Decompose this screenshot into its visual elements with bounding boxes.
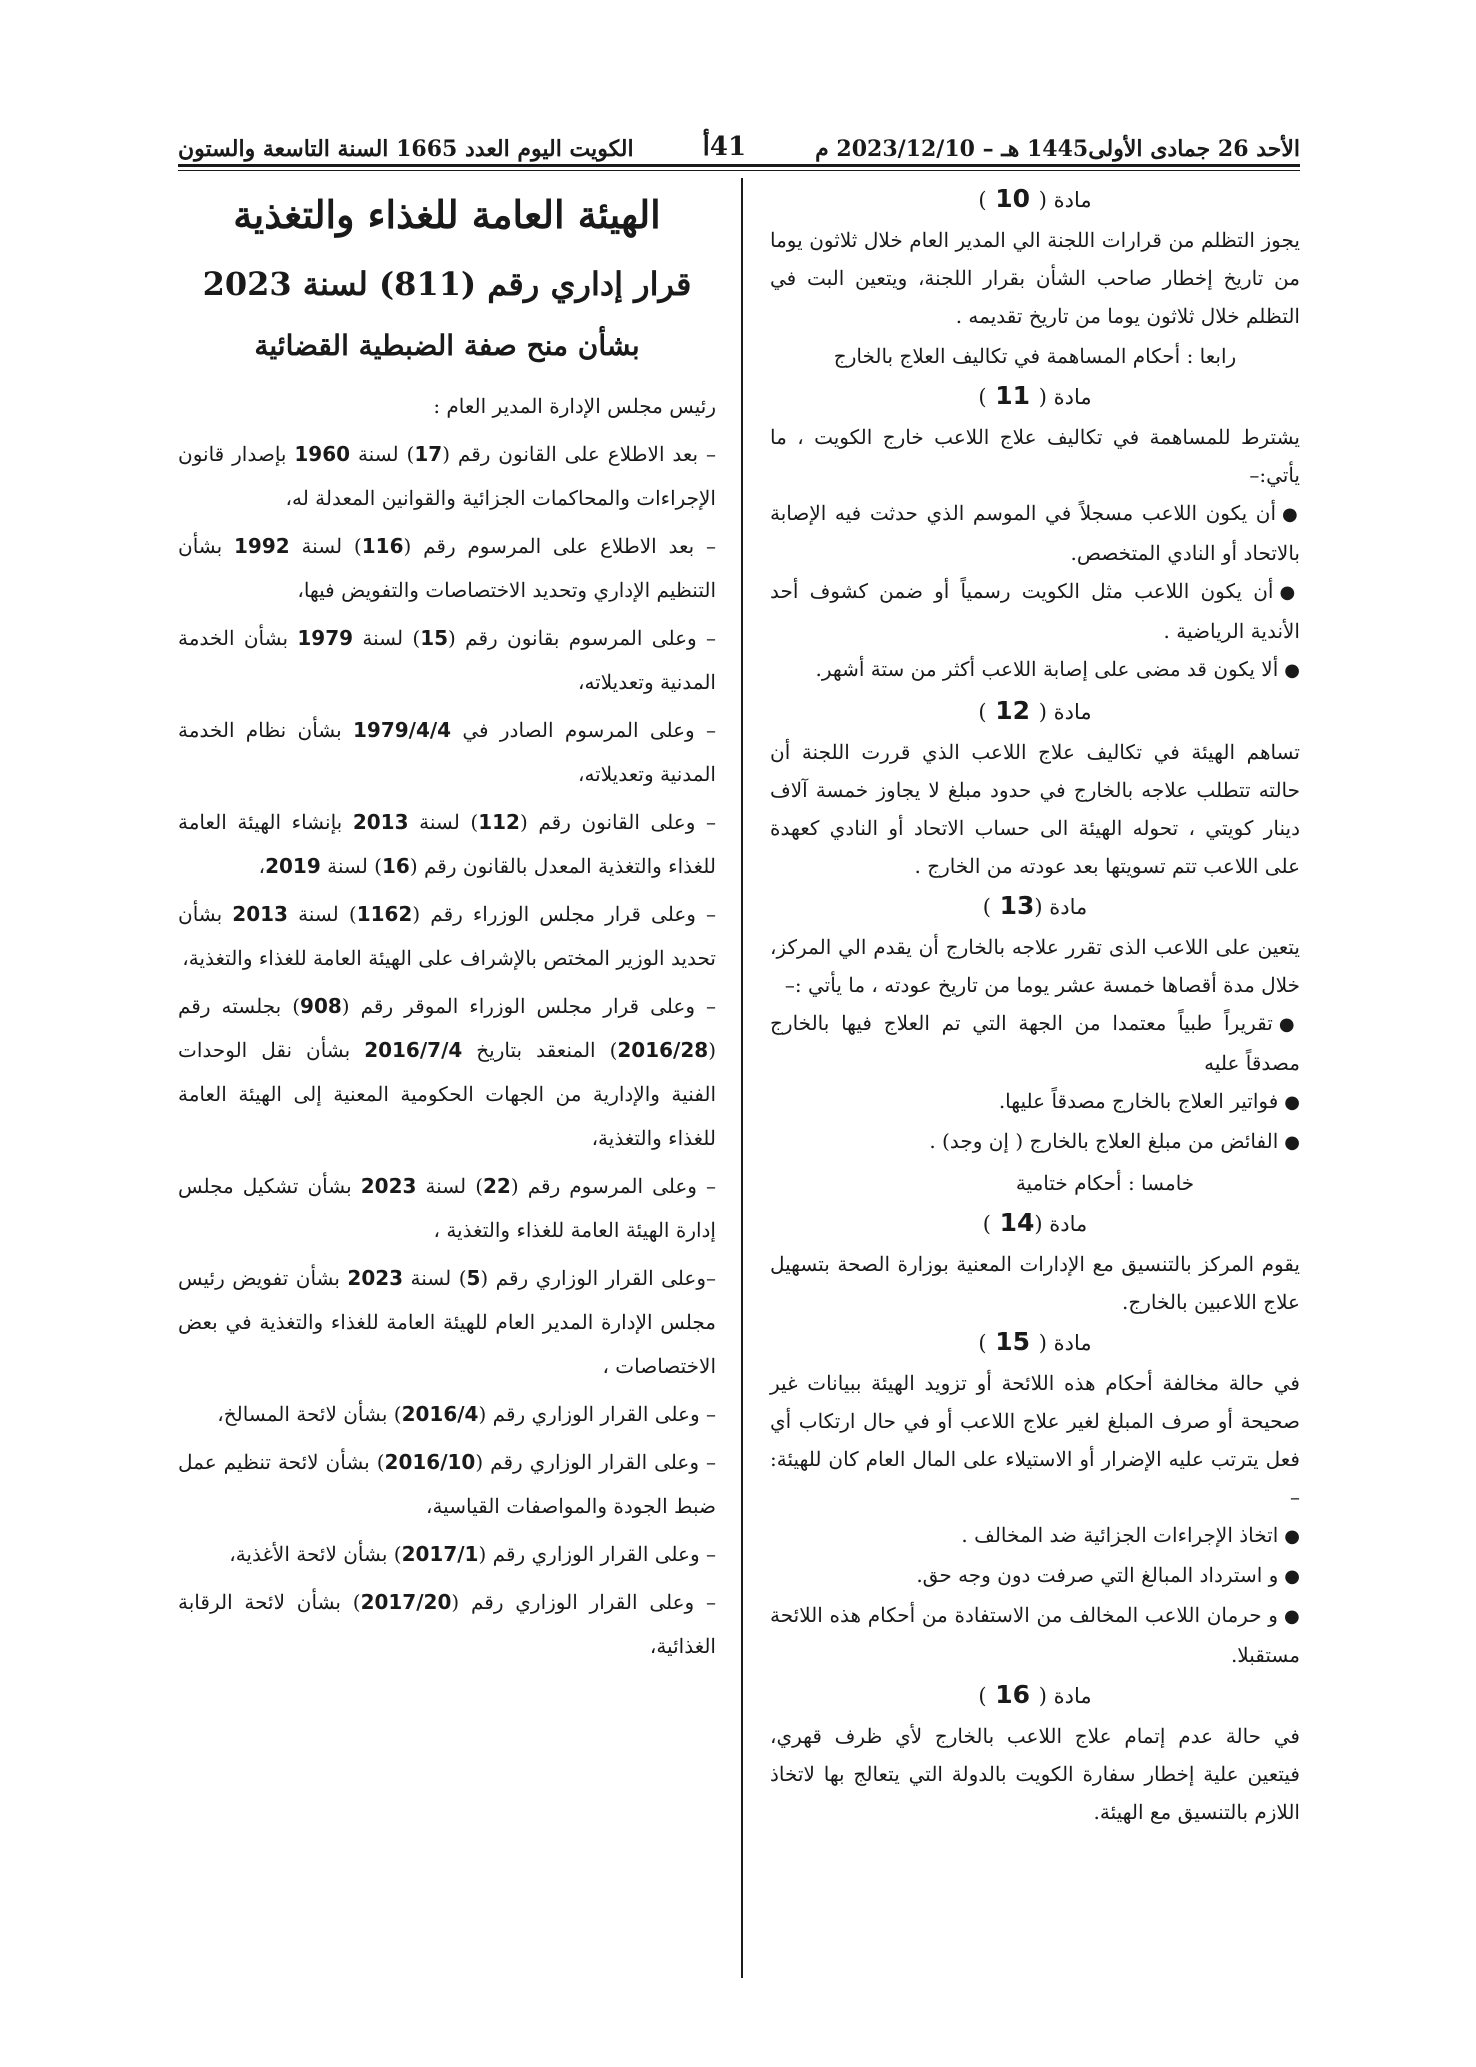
bullet-icon: ● xyxy=(1284,1566,1300,1587)
article-heading: مادة ( 10 ) xyxy=(978,184,1092,213)
article-paragraph: يتعين على اللاعب الذى تقرر علاجه بالخارج أن يقدم الي المركز، خلال مدة أقصاها خمسة عشر يوما من تاريخ عودته ، ما يأتي :– xyxy=(770,935,1300,997)
left-column xyxy=(178,186,716,1672)
article-heading: مادة ( 16 ) xyxy=(978,1680,1092,1709)
preamble-paragraph: – وعلى القرار الوزاري رقم (2016/10) بشأن لائحة تنظيم عمل ضبط الجودة والمواصفات القياسية، xyxy=(178,1450,716,1518)
article-paragraph: يشترط للمساهمة في تكاليف علاج اللاعب خارج الكويت ، ما يأتي:– xyxy=(770,425,1300,487)
list-item xyxy=(770,1556,1300,1596)
preamble-paragraph: –وعلى القرار الوزاري رقم (5) لسنة 2023 بشأن تفويض رئيس مجلس الإدارة المدير العام للهيئة العامة للغذاء والتغذية في بعض الاختصاصات ، xyxy=(178,1266,716,1378)
article-paragraph: في حالة عدم إتمام علاج اللاعب بالخارج لأي ظرف قهري، فيتعين علية إخطار سفارة الكويت بالدولة التي يتعالج بها لاتخاذ اللازم بالتنسيق مع الهيئة. xyxy=(770,1724,1300,1824)
article-paragraph: في حالة مخالفة أحكام هذه اللائحة أو تزويد الهيئة ببيانات غير صحيحة أو صرف المبلغ لغير علاج اللاعب أو في حال ارتكاب أي فعل يترتب عليه الإضرار أو الاستيلاء على المال العام كان للهيئة: – xyxy=(770,1371,1300,1509)
section-heading: خامسا : أحكام ختامية xyxy=(1015,1171,1195,1195)
preamble-paragraph: – وعلى القرار الوزاري رقم (2017/1) بشأن لائحة الأغذية، xyxy=(229,1542,716,1566)
header-issue: الكويت اليوم العدد 1665 السنة التاسعة والستون xyxy=(178,136,634,162)
header-rule-thick xyxy=(178,164,1300,167)
list-item xyxy=(770,1082,1300,1122)
preamble-paragraph: رئيس مجلس الإدارة المدير العام : xyxy=(433,394,716,418)
bullet-icon: ● xyxy=(1284,1526,1300,1547)
preamble-paragraph: – وعلى القانون رقم (112) لسنة 2013 بإنشاء الهيئة العامة للغذاء والتغذية المعدل بالقانون رقم (16) لسنة 2019، xyxy=(178,810,716,878)
article-paragraph: يقوم المركز بالتنسيق مع الإدارات المعنية بوزارة الصحة بتسهيل علاج اللاعبين بالخارج. xyxy=(770,1252,1300,1314)
section-heading: رابعا : أحكام المساهمة في تكاليف العلاج بالخارج xyxy=(833,344,1237,368)
bullet-icon: ● xyxy=(1282,504,1300,525)
preamble-paragraph: – بعد الاطلاع على القانون رقم (17) لسنة 1960 بإصدار قانون الإجراءات والمحاكمات الجزائية والقوانين المعدلة له، xyxy=(178,442,717,510)
list-item xyxy=(770,1596,1300,1674)
preamble-paragraph: – وعلى المرسوم الصادر في 1979/4/4 بشأن نظام الخدمة المدنية وتعديلاته، xyxy=(178,718,716,786)
list-item xyxy=(770,650,1300,690)
list-item xyxy=(770,494,1300,572)
bullet-icon: ● xyxy=(1278,1014,1300,1035)
decree-number: قرار إداري رقم (811) لسنة 2023 xyxy=(202,265,692,303)
article-heading: مادة ( 12 ) xyxy=(978,696,1092,725)
preamble-paragraph: – وعلى المرسوم بقانون رقم (15) لسنة 1979 بشأن الخدمة المدنية وتعديلاته، xyxy=(178,626,717,694)
list-item xyxy=(770,1004,1300,1082)
preamble-paragraph: – وعلى القرار الوزاري رقم (2017/20) بشأن لائحة الرقابة الغذائية، xyxy=(178,1590,716,1658)
list-item xyxy=(770,572,1300,650)
decree-subject: بشأن منح صفة الضبطية القضائية xyxy=(254,329,640,362)
decree-preamble xyxy=(178,384,716,1668)
header-rule-thin xyxy=(178,170,1300,171)
preamble-paragraph: – وعلى المرسوم رقم (22) لسنة 2023 بشأن تشكيل مجلس إدارة الهيئة العامة للغذاء والتغذية ، xyxy=(178,1174,717,1242)
article-heading: مادة ( 11 ) xyxy=(978,381,1092,410)
list-item-text: تقريراً طبياً معتمدا من الجهة التي تم العلاج فيها بالخارج مصدقاً عليه xyxy=(770,1011,1300,1075)
bullet-icon: ● xyxy=(1279,582,1300,603)
list-item xyxy=(770,1516,1300,1556)
preamble-paragraph: – وعلى قرار مجلس الوزراء رقم (1162) لسنة 2013 بشأن تحديد الوزير المختص بالإشراف على الهيئة العامة للغذاء والتغذية، xyxy=(178,902,717,970)
list-item-text: اتخاذ الإجراءات الجزائية ضد المخالف . xyxy=(961,1523,1279,1547)
bullet-icon: ● xyxy=(1283,1606,1300,1627)
column-divider xyxy=(741,178,743,1978)
bullet-icon: ● xyxy=(1284,660,1300,681)
article-paragraph: تساهم الهيئة في تكاليف علاج اللاعب الذي قررت اللجنة أن حالته تتطلب علاجه بالخارج في حدود مبلغ لا يجاوز خمسة آلاف دينار كويتي ، تحوله الهيئة الى حساب الاتحاد أو النادي كعهدة على اللاعب تتم تسويتها بعد عودته من الخارج . xyxy=(770,740,1300,878)
list-item-text: و استرداد المبالغ التي صرفت دون وجه حق. xyxy=(916,1563,1279,1587)
list-item-text: و حرمان اللاعب المخالف من الاستفادة من أحكام هذه اللائحة مستقبلا. xyxy=(770,1603,1300,1667)
article-paragraph: يجوز التظلم من قرارات اللجنة الي المدير العام خلال ثلاثون يوما من تاريخ إخطار صاحب الشأن بقرار اللجنة، ويتعين البت في التظلم خلال ثلاثون يوما من تاريخ تقديمه . xyxy=(770,228,1300,328)
bullet-icon: ● xyxy=(1284,1092,1300,1113)
bullet-icon: ● xyxy=(1284,1132,1300,1153)
right-column xyxy=(770,178,1300,1831)
list-item-text: أن يكون اللاعب مسجلاً في الموسم الذي حدثت فيه الإصابة بالاتحاد أو النادي المتخصص. xyxy=(770,501,1300,565)
article-heading: مادة ( 15 ) xyxy=(978,1327,1092,1356)
header-date: الأحد 26 جمادى الأولى1445 هـ – 2023/12/10 م xyxy=(815,136,1300,162)
list-item-text: الفائض من مبلغ العلاج بالخارج ( إن وجد) . xyxy=(929,1129,1279,1153)
preamble-paragraph: – وعلى القرار الوزاري رقم (2016/4) بشأن لائحة المسالخ، xyxy=(217,1402,716,1426)
preamble-paragraph: – وعلى قرار مجلس الوزراء الموقر رقم (908) بجلسته رقم (2016/28) المنعقد بتاريخ 2016/7/4 بشأن نقل الوحدات الفنية والإدارية من الجهات الحكومية المعنية إلى الهيئة العامة للغذاء والتغذية، xyxy=(178,994,716,1150)
page-header xyxy=(178,118,1300,162)
header-page-number: 41أ xyxy=(702,132,747,162)
authority-title: الهيئة العامة للغذاء والتغذية xyxy=(233,192,661,237)
article-heading: مادة (13 ) xyxy=(982,891,1088,920)
list-item xyxy=(770,1122,1300,1162)
preamble-paragraph: – بعد الاطلاع على المرسوم رقم (116) لسنة 1992 بشأن التنظيم الإداري وتحديد الاختصاصات والتفويض فيها، xyxy=(178,534,716,602)
article-heading: مادة (14 ) xyxy=(982,1208,1088,1237)
list-item-text: ألا يكون قد مضى على إصابة اللاعب أكثر من ستة أشهر. xyxy=(815,657,1279,681)
list-item-text: أن يكون اللاعب مثل الكويت رسمياً أو ضمن كشوف أحد الأندية الرياضية . xyxy=(770,579,1300,643)
list-item-text: فواتير العلاج بالخارج مصدقاً عليها. xyxy=(998,1089,1279,1113)
